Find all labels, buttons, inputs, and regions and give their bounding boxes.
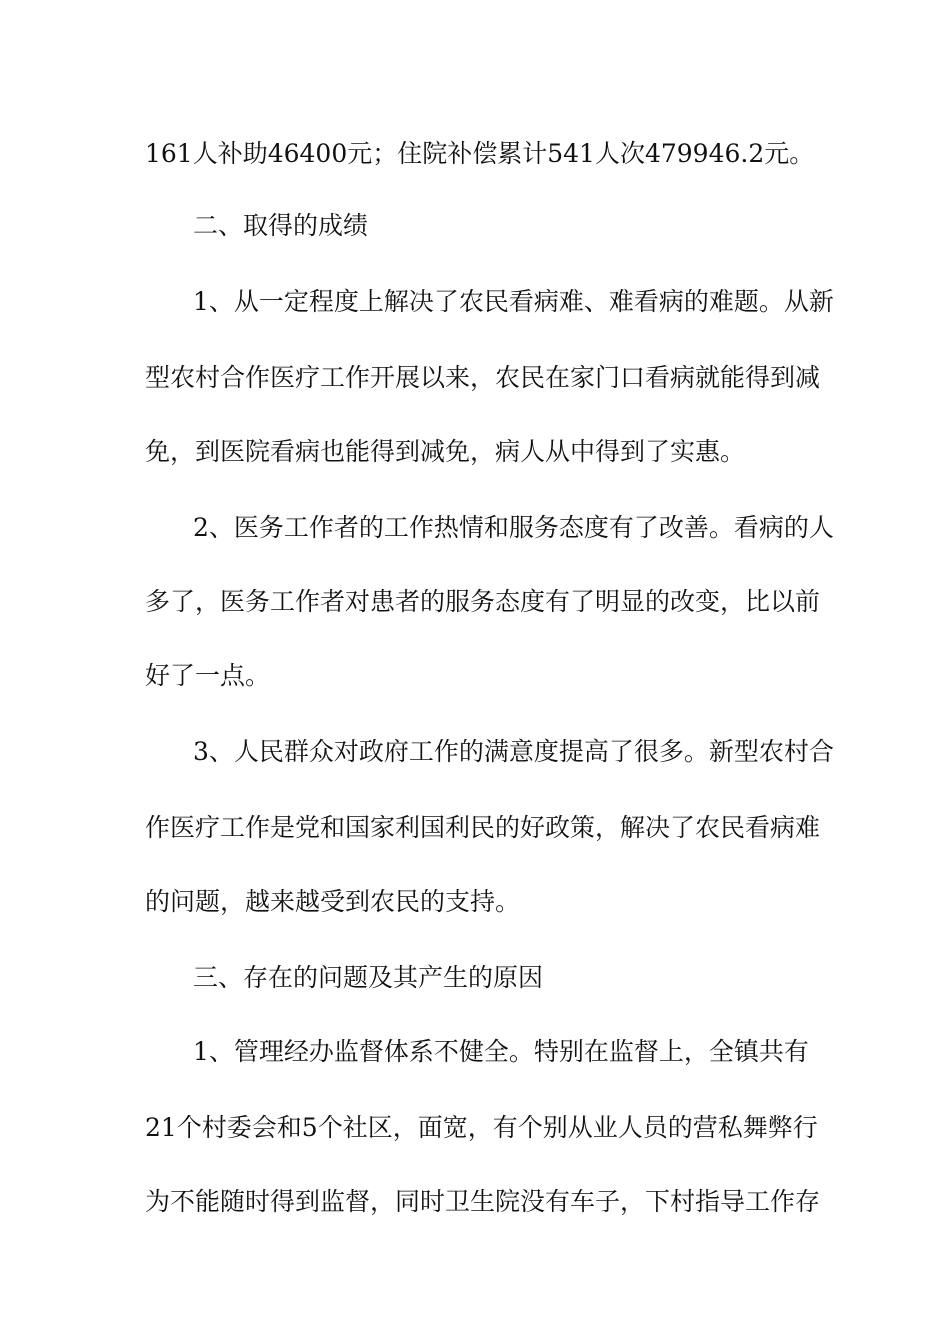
- text-line-5: 免，到医院看病也能得到减免，病人从中得到了实惠。: [145, 437, 746, 466]
- section-heading-problems: 三、存在的问题及其产生的原因: [193, 963, 544, 992]
- text-line-9: 3、人民群众对政府工作的满意度提高了很多。新型农村合: [193, 737, 834, 766]
- text-line-10: 作医疗工作是党和国家利国利民的好政策，解决了农民看病难: [145, 813, 821, 842]
- text-line-3: 1、从一定程度上解决了农民看病难、难看病的难题。从新: [193, 287, 834, 316]
- text-line-1: 161人补助46400元；住院补偿累计541人次479946.2元。: [145, 139, 815, 168]
- text-line-13: 1、管理经办监督体系不健全。特别在监督上，全镇共有: [193, 1037, 809, 1066]
- text-line-4: 型农村合作医疗工作开展以来，农民在家门口看病就能得到减: [145, 363, 821, 392]
- text-line-7: 多了，医务工作者对患者的服务态度有了明显的改变，比以前: [145, 587, 821, 616]
- text-line-14: 21个村委会和5个社区，面宽，有个别从业人员的营私舞弊行: [145, 1113, 818, 1142]
- text-line-15: 为不能随时得到监督，同时卫生院没有车子，下村指导工作存: [145, 1187, 821, 1216]
- section-heading-achievements: 二、取得的成绩: [193, 211, 369, 240]
- text-line-6: 2、医务工作者的工作热情和服务态度有了改善。看病的人: [193, 513, 834, 542]
- text-line-11: 的问题，越来越受到农民的支持。: [145, 887, 521, 916]
- text-line-8: 好了一点。: [145, 661, 271, 690]
